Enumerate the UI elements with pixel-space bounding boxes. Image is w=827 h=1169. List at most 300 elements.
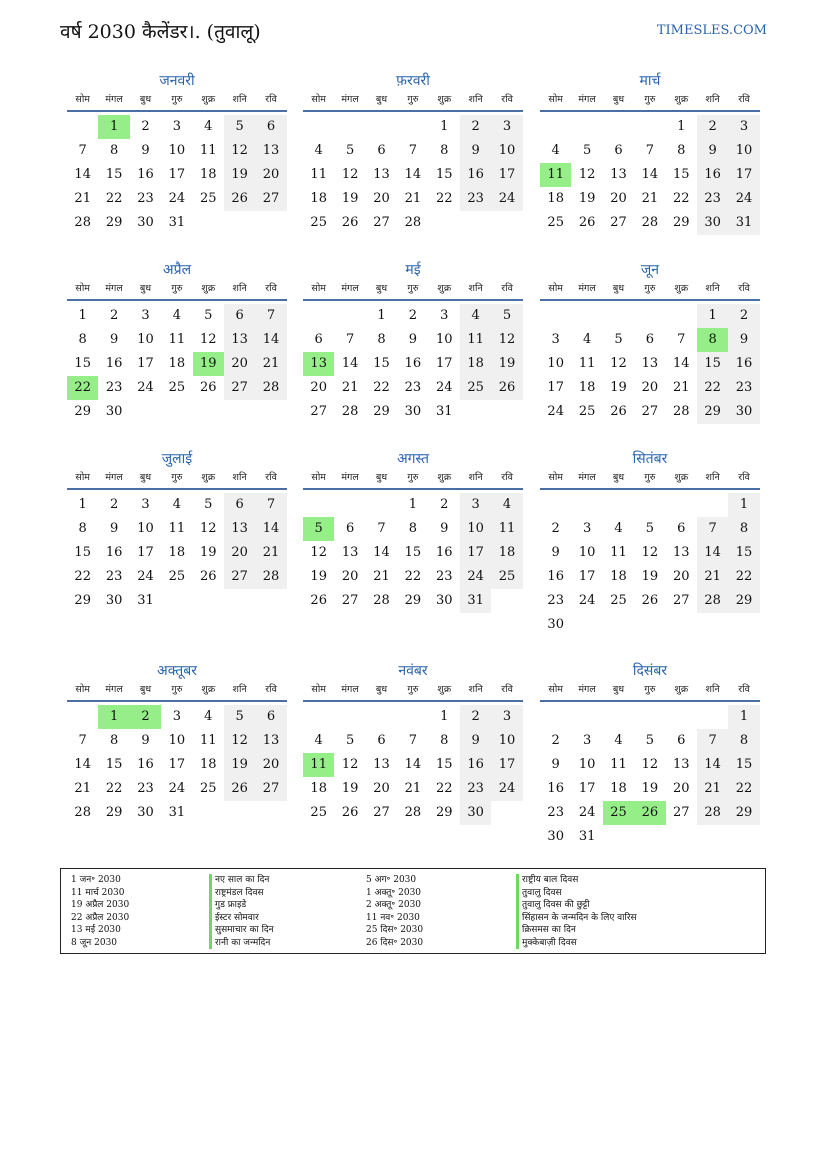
day-cell: 29 (105, 805, 123, 820)
weekday-label: सोम (311, 94, 326, 105)
day-cell: 12 (310, 545, 327, 560)
day-cell: 6 (377, 733, 386, 748)
weekday-header (540, 470, 760, 490)
weekday-label: बुध (612, 94, 625, 105)
weekday-label: गुरु (171, 472, 183, 483)
day-cell: 17 (578, 781, 596, 796)
month-name: अगस्त (396, 451, 429, 467)
legend-holiday-name: तुवालु दिवस (516, 887, 637, 900)
day-cell: 27 (610, 215, 627, 230)
empty-cell (603, 115, 634, 139)
day-cell: 24 (435, 380, 453, 395)
legend-names-col-1 (209, 874, 274, 949)
weekday-label: शनि (705, 684, 720, 695)
day-cell: 6 (677, 733, 686, 748)
weekday-header (67, 470, 287, 490)
day-cell: 6 (314, 332, 323, 347)
weekday-label: शुक्र (201, 684, 216, 695)
weekday-label: मंगल (105, 472, 123, 483)
day-cell: 15 (74, 545, 91, 560)
day-cell: 16 (547, 781, 564, 796)
day-cell: 15 (435, 167, 453, 182)
day-cell: 24 (168, 781, 186, 796)
day-cell: 15 (672, 167, 690, 182)
day-cell: 16 (435, 545, 453, 560)
day-cell: 10 (137, 332, 154, 347)
day-cell: 3 (582, 521, 592, 536)
day-cell: 10 (578, 545, 596, 560)
day-cell: 9 (141, 143, 150, 158)
weekday-label: शुक्र (437, 472, 452, 483)
day-cell: 14 (74, 757, 91, 772)
month-block (303, 259, 523, 424)
weekday-header (67, 281, 287, 301)
day-cell: 2 (440, 497, 449, 512)
month-name: फ़रवरी (396, 73, 430, 89)
day-cell: 30 (105, 593, 123, 608)
weekend-day-cell: 5 (224, 705, 255, 729)
weekday-label: शुक्र (437, 94, 452, 105)
empty-cell (666, 705, 697, 729)
empty-cell (303, 705, 334, 729)
weekend-day-cell: 21 (255, 541, 286, 565)
weekday-label: रवि (501, 684, 513, 695)
day-cell: 29 (74, 404, 91, 419)
day-cell: 24 (168, 191, 186, 206)
empty-cell (634, 705, 665, 729)
weekend-day-cell: 17 (728, 163, 759, 187)
legend-date: 1 अक्तू॰ 2030 (366, 887, 422, 898)
day-cell: 21 (341, 380, 359, 395)
day-cell: 14 (641, 167, 659, 182)
day-cell: 23 (435, 569, 453, 584)
day-cell: 9 (551, 545, 560, 560)
day-cell: 4 (582, 332, 592, 347)
weekday-label: रवि (265, 684, 277, 695)
month-block (67, 70, 287, 235)
day-cell: 27 (672, 805, 690, 820)
day-cell: 24 (578, 593, 596, 608)
weekend-day-cell: 9 (460, 729, 491, 753)
month-name: मई (405, 262, 421, 278)
day-cell: 1 (440, 119, 449, 134)
day-cell: 18 (310, 191, 327, 206)
day-cell: 2 (109, 308, 119, 323)
month-name: जून (640, 262, 660, 278)
weekend-day-cell: 15 (728, 753, 759, 777)
empty-cell (366, 115, 397, 139)
day-cell: 3 (551, 332, 560, 347)
day-cell: 11 (610, 757, 627, 772)
day-cell: 18 (199, 167, 217, 182)
weekday-label: शनि (232, 283, 247, 294)
month-block (303, 448, 523, 613)
day-cell: 20 (373, 781, 390, 796)
empty-cell (67, 115, 98, 139)
day-cell: 18 (168, 356, 186, 371)
weekday-label: गुरु (171, 94, 183, 105)
weekend-day-cell: 31 (460, 589, 491, 613)
month-name: सितंबर (632, 451, 668, 467)
day-cell: 18 (578, 380, 596, 395)
empty-cell (571, 304, 602, 328)
day-cell: 4 (551, 143, 560, 158)
day-cell: 4 (172, 497, 181, 512)
day-cell: 8 (440, 143, 449, 158)
day-cell: 11 (578, 356, 596, 371)
day-cell: 23 (137, 781, 154, 796)
month-name: मार्च (639, 73, 661, 89)
day-cell: 15 (373, 356, 390, 371)
day-grid (540, 115, 760, 235)
holiday-day-cell: 1 (98, 115, 129, 139)
day-cell: 2 (551, 521, 560, 536)
weekday-label: शुक्र (674, 283, 689, 294)
weekend-day-cell: 27 (255, 777, 286, 801)
day-cell: 7 (408, 733, 417, 748)
weekday-label: बुध (139, 684, 152, 695)
month-name: दिसंबर (632, 663, 668, 679)
weekday-label: सोम (75, 94, 90, 105)
weekday-label: शनि (232, 684, 247, 695)
weekend-day-cell: 11 (491, 517, 522, 541)
empty-cell (334, 304, 365, 328)
day-cell: 18 (168, 545, 186, 560)
weekday-label: मंगल (341, 283, 359, 294)
day-cell: 22 (74, 569, 91, 584)
day-cell: 19 (341, 191, 359, 206)
day-cell: 4 (614, 733, 623, 748)
legend-dates-col-2 (366, 874, 423, 949)
weekend-day-cell: 19 (224, 753, 255, 777)
weekday-label: बुध (612, 472, 625, 483)
weekend-day-cell: 7 (697, 517, 728, 541)
day-cell: 14 (404, 167, 422, 182)
legend-holiday-name: क्रिसमस का दिन (516, 924, 637, 937)
day-cell: 9 (141, 733, 150, 748)
day-cell: 22 (373, 380, 390, 395)
month-name: जनवरी (159, 73, 195, 89)
weekend-day-cell: 17 (491, 753, 522, 777)
empty-cell (540, 115, 571, 139)
weekday-label: शनि (232, 472, 247, 483)
day-grid (67, 705, 287, 825)
day-grid (303, 115, 523, 235)
weekday-label: गुरु (407, 94, 419, 105)
weekday-label: शुक्र (201, 94, 216, 105)
weekend-day-cell: 16 (697, 163, 728, 187)
empty-cell (634, 493, 665, 517)
day-cell: 9 (440, 521, 449, 536)
day-cell: 15 (435, 757, 453, 772)
day-cell: 9 (551, 757, 560, 772)
day-cell: 12 (341, 757, 359, 772)
day-cell: 12 (578, 167, 596, 182)
weekday-label: बुध (375, 283, 388, 294)
holiday-day-cell: 1 (98, 705, 129, 729)
day-cell: 20 (610, 191, 627, 206)
day-cell: 19 (610, 380, 627, 395)
day-cell: 23 (404, 380, 422, 395)
weekend-day-cell: 3 (491, 705, 522, 729)
weekend-day-cell: 10 (728, 139, 759, 163)
day-cell: 28 (404, 215, 422, 230)
legend-holiday-name: राष्ट्रीय बाल दिवस (516, 874, 637, 887)
day-cell: 22 (435, 191, 453, 206)
day-cell: 5 (582, 143, 592, 158)
weekend-day-cell: 4 (491, 493, 522, 517)
day-cell: 26 (341, 805, 359, 820)
empty-cell (603, 304, 634, 328)
day-cell: 8 (408, 521, 417, 536)
weekend-day-cell: 24 (491, 187, 522, 211)
day-cell: 20 (310, 380, 327, 395)
empty-cell (303, 115, 334, 139)
weekday-label: रवि (501, 94, 513, 105)
empty-cell (603, 705, 634, 729)
day-cell: 17 (168, 757, 186, 772)
day-cell: 31 (578, 829, 596, 844)
day-cell: 16 (137, 757, 154, 772)
weekday-label: रवि (738, 472, 750, 483)
weekday-label: मंगल (341, 94, 359, 105)
weekend-day-cell: 3 (728, 115, 759, 139)
weekday-header (303, 470, 523, 490)
weekday-label: रवि (265, 283, 277, 294)
day-cell: 16 (547, 569, 564, 584)
day-cell: 2 (408, 308, 417, 323)
day-cell: 4 (314, 143, 323, 158)
weekend-day-cell: 25 (491, 565, 522, 589)
weekend-day-cell: 16 (460, 753, 491, 777)
weekend-day-cell: 12 (224, 139, 255, 163)
empty-cell (540, 493, 571, 517)
weekday-label: मंगल (105, 283, 123, 294)
day-cell: 27 (310, 404, 327, 419)
day-cell: 1 (78, 497, 87, 512)
empty-cell (634, 304, 665, 328)
weekend-day-cell: 2 (460, 115, 491, 139)
weekend-day-cell: 20 (255, 753, 286, 777)
legend-date: 1 जन॰ 2030 (71, 875, 121, 885)
day-cell: 5 (345, 143, 355, 158)
day-cell: 5 (204, 308, 213, 323)
empty-cell (540, 705, 571, 729)
weekday-label: गुरु (407, 472, 419, 483)
weekday-label: सोम (548, 283, 563, 294)
day-cell: 7 (78, 143, 87, 158)
day-cell: 6 (377, 143, 386, 158)
weekday-label: गुरु (644, 94, 656, 105)
month-block (67, 259, 287, 424)
weekday-label: मंगल (578, 472, 596, 483)
day-cell: 19 (641, 569, 659, 584)
weekend-day-cell: 13 (255, 729, 286, 753)
weekend-day-cell: 9 (460, 139, 491, 163)
month-name: जुलाई (161, 451, 193, 467)
day-cell: 28 (341, 404, 359, 419)
month-block (540, 448, 760, 637)
day-cell: 8 (78, 521, 87, 536)
day-cell: 19 (578, 191, 596, 206)
day-grid (540, 493, 760, 637)
day-cell: 28 (672, 404, 690, 419)
day-cell: 5 (645, 733, 654, 748)
day-cell: 30 (137, 215, 154, 230)
weekday-label: सोम (311, 684, 326, 695)
day-cell: 29 (105, 215, 123, 230)
day-cell: 10 (547, 356, 564, 371)
day-cell: 3 (141, 308, 150, 323)
empty-cell (697, 493, 728, 517)
day-cell: 12 (341, 167, 359, 182)
weekday-label: शनि (705, 94, 720, 105)
day-cell: 21 (641, 191, 659, 206)
empty-cell (697, 705, 728, 729)
legend-date: 22 अप्रैल 2030 (71, 912, 130, 923)
weekday-label: शुक्र (201, 283, 216, 294)
weekend-day-cell: 17 (460, 541, 491, 565)
weekday-label: मंगल (105, 684, 123, 695)
day-cell: 29 (672, 215, 690, 230)
day-cell: 9 (109, 332, 119, 347)
legend-date: 19 अप्रैल 2030 (71, 900, 130, 910)
weekend-day-cell: 6 (224, 493, 255, 517)
day-cell: 11 (168, 332, 186, 347)
day-cell: 15 (105, 757, 123, 772)
legend-holiday-name: रानी का जन्मदिन (209, 937, 274, 950)
weekday-label: सोम (548, 94, 563, 105)
day-cell: 17 (547, 380, 564, 395)
day-cell: 30 (435, 593, 453, 608)
weekday-header (303, 281, 523, 301)
day-cell: 29 (373, 404, 390, 419)
weekday-label: शुक्र (201, 472, 216, 483)
weekend-day-cell: 15 (728, 541, 759, 565)
day-cell: 19 (310, 569, 327, 584)
weekday-label: शुक्र (674, 94, 689, 105)
weekend-day-cell: 20 (224, 541, 255, 565)
day-cell: 13 (672, 545, 690, 560)
legend-holiday-name: राष्ट्रमंडल दिवस (209, 887, 274, 900)
day-cell: 5 (345, 733, 355, 748)
legend-holiday-name: गुड फ्राइडे (209, 899, 274, 912)
day-cell: 14 (404, 757, 422, 772)
day-cell: 22 (435, 781, 453, 796)
weekend-day-cell: 26 (224, 777, 255, 801)
day-cell: 7 (345, 332, 355, 347)
weekday-label: बुध (375, 472, 388, 483)
day-cell: 1 (377, 308, 386, 323)
day-cell: 11 (168, 521, 186, 536)
weekday-label: सोम (75, 283, 90, 294)
weekend-day-cell: 21 (697, 777, 728, 801)
day-cell: 29 (404, 593, 422, 608)
day-cell: 21 (672, 380, 690, 395)
weekend-day-cell: 19 (224, 163, 255, 187)
legend-date: 25 दिस॰ 2030 (366, 925, 424, 935)
holiday-day-cell: 22 (67, 376, 98, 400)
day-cell: 10 (435, 332, 453, 347)
day-cell: 22 (672, 191, 690, 206)
day-cell: 25 (168, 569, 186, 584)
day-cell: 31 (168, 215, 186, 230)
day-cell: 25 (168, 380, 186, 395)
holiday-day-cell: 11 (303, 753, 334, 777)
day-cell: 16 (105, 545, 123, 560)
day-cell: 4 (614, 521, 623, 536)
weekend-day-cell: 1 (728, 705, 759, 729)
month-name: अप्रैल (162, 262, 192, 278)
month-block (540, 70, 760, 235)
weekend-day-cell: 23 (728, 376, 759, 400)
day-cell: 21 (404, 191, 422, 206)
month-block (67, 448, 287, 613)
weekday-label: गुरु (644, 472, 656, 483)
weekend-day-cell: 8 (728, 517, 759, 541)
weekend-day-cell: 28 (255, 565, 286, 589)
weekend-day-cell: 16 (728, 352, 759, 376)
weekend-day-cell: 26 (491, 376, 522, 400)
weekend-day-cell: 28 (255, 376, 286, 400)
empty-cell (67, 705, 98, 729)
empty-cell (397, 115, 428, 139)
legend-holiday-name: सिंहासन के जन्मदिन के लिए वारिस (516, 912, 637, 925)
day-cell: 26 (310, 593, 327, 608)
weekend-day-cell: 3 (460, 493, 491, 517)
day-cell: 30 (105, 404, 123, 419)
weekday-label: शुक्र (437, 684, 452, 695)
empty-cell (334, 115, 365, 139)
day-cell: 17 (578, 569, 596, 584)
legend-date: 8 जून 2030 (71, 937, 118, 948)
weekday-label: शनि (705, 472, 720, 483)
weekend-day-cell: 13 (255, 139, 286, 163)
weekend-day-cell: 5 (224, 115, 255, 139)
day-cell: 10 (168, 143, 186, 158)
holiday-legend (60, 868, 766, 954)
weekend-day-cell: 12 (491, 328, 522, 352)
site-link[interactable]: TIMESLES.COM (656, 23, 767, 38)
day-cell: 23 (547, 805, 564, 820)
day-cell: 14 (672, 356, 690, 371)
empty-cell (366, 705, 397, 729)
day-cell: 25 (310, 805, 327, 820)
day-cell: 20 (641, 380, 659, 395)
day-cell: 28 (404, 805, 422, 820)
day-grid (67, 304, 287, 424)
day-cell: 3 (172, 709, 181, 724)
day-cell: 22 (404, 569, 422, 584)
day-cell: 19 (199, 545, 217, 560)
weekend-day-cell: 22 (728, 777, 759, 801)
day-cell: 24 (578, 805, 596, 820)
day-cell: 7 (408, 143, 417, 158)
day-cell: 18 (547, 191, 564, 206)
month-name: अक्तूबर (157, 663, 197, 679)
day-cell: 15 (74, 356, 91, 371)
day-cell: 4 (204, 119, 213, 134)
weekday-label: शनि (468, 472, 483, 483)
legend-date: 11 मार्च 2030 (71, 887, 125, 898)
empty-cell (666, 493, 697, 517)
day-cell: 23 (137, 191, 154, 206)
weekend-day-cell: 10 (460, 517, 491, 541)
day-cell: 8 (109, 143, 119, 158)
weekend-day-cell: 15 (697, 352, 728, 376)
weekday-label: रवि (265, 472, 277, 483)
day-cell: 1 (78, 308, 87, 323)
